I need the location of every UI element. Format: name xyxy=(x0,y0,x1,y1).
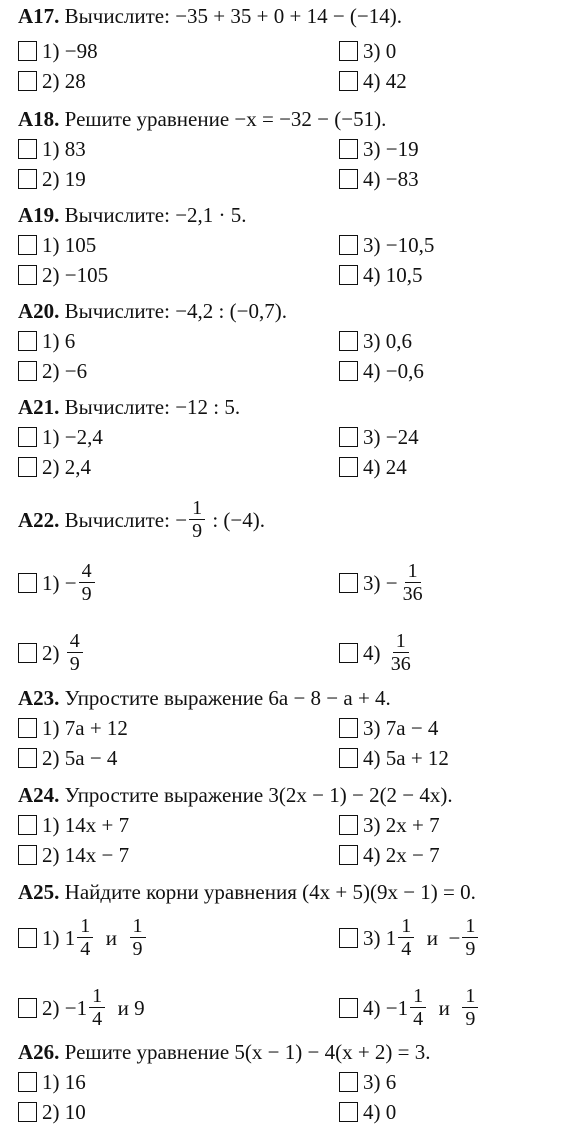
question-number: А18. xyxy=(18,107,60,131)
answer-option[interactable] xyxy=(339,455,407,479)
answer-option[interactable] xyxy=(339,359,424,383)
fraction-denominator: 9 xyxy=(192,520,203,542)
fraction-numerator: 1 xyxy=(130,915,146,938)
question-expression: 3(2x − 1) − 2(2 − 4x). xyxy=(268,783,453,807)
question-text: Вычислите: xyxy=(64,299,170,323)
question-text: Решите уравнение xyxy=(64,1040,230,1064)
fraction-numerator: 1 xyxy=(393,630,409,653)
question-a19-title xyxy=(18,203,247,227)
question-number: А19. xyxy=(18,203,60,227)
fraction-denominator: 4 xyxy=(401,938,412,960)
answer-sign: − xyxy=(64,570,77,595)
answer-label: 1) 16 xyxy=(42,1070,86,1094)
question-number: А24. xyxy=(18,783,60,807)
fraction-numerator: 1 xyxy=(410,985,426,1008)
answer-label: 4) −83 xyxy=(363,167,419,191)
answer-option[interactable] xyxy=(339,1100,396,1124)
fraction xyxy=(462,915,478,960)
answer-option[interactable] xyxy=(339,425,419,449)
answer-label: 3) 0,6 xyxy=(363,329,412,353)
expression-sign: − xyxy=(175,507,188,532)
question-number: А17. xyxy=(18,4,60,28)
answer-label: 2) 2,4 xyxy=(42,455,91,479)
fraction-denominator: 36 xyxy=(390,653,411,675)
fraction-denominator: 4 xyxy=(413,1008,424,1030)
mixed-whole: 1 xyxy=(385,925,397,950)
answer-label: 3) −19 xyxy=(363,137,419,161)
question-number: А25. xyxy=(18,880,60,904)
answer-label: 4) 5a + 12 xyxy=(363,746,449,770)
fraction-numerator: 1 xyxy=(89,985,105,1008)
conjunction: и xyxy=(117,995,129,1020)
fraction xyxy=(462,985,478,1030)
answer-label: 4) 0 xyxy=(363,1100,397,1124)
answer-checkbox[interactable] xyxy=(18,361,37,381)
answer-option[interactable] xyxy=(18,985,145,1030)
answer-checkbox[interactable] xyxy=(339,748,358,768)
question-a18-title xyxy=(18,107,386,131)
answer-checkbox[interactable] xyxy=(339,718,358,738)
question-expression: 6a − 8 − a + 4. xyxy=(268,686,391,710)
answer-option[interactable] xyxy=(18,329,75,353)
answer-option[interactable] xyxy=(339,137,419,161)
answer-checkbox[interactable] xyxy=(339,41,358,61)
question-text: Вычислите: xyxy=(64,507,170,532)
answer-label: 4) xyxy=(363,995,381,1020)
answer-option[interactable] xyxy=(18,137,86,161)
conjunction: и xyxy=(105,925,117,950)
mixed-whole: −1 xyxy=(64,995,88,1020)
question-number: А21. xyxy=(18,395,60,419)
answer-option[interactable] xyxy=(18,560,97,605)
answer-option[interactable] xyxy=(18,455,91,479)
answer-checkbox[interactable] xyxy=(339,1102,358,1122)
conjunction: и xyxy=(438,995,450,1020)
question-text: Вычислите: xyxy=(64,203,170,227)
question-text: Вычислите: xyxy=(64,4,170,28)
question-number: А22. xyxy=(18,507,60,532)
question-number: А23. xyxy=(18,686,60,710)
answer-label: 4) −0,6 xyxy=(363,359,424,383)
question-text: Упростите выражение xyxy=(64,686,264,710)
answer-label: 1) xyxy=(42,925,60,950)
question-text: Вычислите: xyxy=(64,395,170,419)
answer-checkbox[interactable] xyxy=(18,573,37,593)
fraction xyxy=(388,630,414,675)
fraction-denominator: 9 xyxy=(132,938,143,960)
answer-checkbox[interactable] xyxy=(18,265,37,285)
question-number: А20. xyxy=(18,299,60,323)
fraction xyxy=(77,915,93,960)
answer-label: 4) 24 xyxy=(363,455,407,479)
answer-option[interactable] xyxy=(18,359,87,383)
answer-sign: − xyxy=(448,925,461,950)
question-a24-title xyxy=(18,783,453,807)
answer-label: 2) xyxy=(42,995,60,1020)
fraction-denominator: 36 xyxy=(402,583,423,605)
fraction-numerator: 1 xyxy=(405,560,421,583)
answer-label: 2) 19 xyxy=(42,167,86,191)
answer-label: 2) 5a − 4 xyxy=(42,746,118,770)
answer-option[interactable] xyxy=(18,425,103,449)
answer-option[interactable] xyxy=(18,813,129,837)
answer-label: 2) 10 xyxy=(42,1100,86,1124)
fraction-denominator: 4 xyxy=(80,938,91,960)
question-text: Решите уравнение xyxy=(64,107,230,131)
answer-option[interactable] xyxy=(18,746,117,770)
answer-checkbox[interactable] xyxy=(18,643,37,663)
fraction xyxy=(79,560,95,605)
question-expression: −12 : 5. xyxy=(175,395,241,419)
answer-option[interactable] xyxy=(339,843,440,867)
question-expression: −35 + 35 + 0 + 14 − (−14). xyxy=(175,4,403,28)
answer-option[interactable] xyxy=(18,233,96,257)
fraction xyxy=(189,497,205,542)
answer-label: 1) 6 xyxy=(42,329,76,353)
fraction xyxy=(89,985,105,1030)
answer-checkbox[interactable] xyxy=(18,331,37,351)
fraction xyxy=(400,560,426,605)
answer-label: 3) xyxy=(363,570,381,595)
answer-sign: − xyxy=(385,570,398,595)
question-a21-title xyxy=(18,395,240,419)
answer-checkbox[interactable] xyxy=(339,457,358,477)
question-a17-title xyxy=(18,4,402,28)
answer-option[interactable] xyxy=(339,329,412,353)
answer-checkbox[interactable] xyxy=(18,1102,37,1122)
fraction-denominator: 9 xyxy=(69,653,80,675)
answer-label: 1) −2,4 xyxy=(42,425,103,449)
answer-option[interactable] xyxy=(339,746,449,770)
question-a22-title xyxy=(18,497,265,542)
answer-label: 4) 42 xyxy=(363,69,407,93)
answer-option[interactable] xyxy=(18,1100,86,1124)
answer-checkbox[interactable] xyxy=(339,815,358,835)
answer-checkbox[interactable] xyxy=(18,41,37,61)
answer-checkbox[interactable] xyxy=(18,815,37,835)
fraction-denominator: 9 xyxy=(465,1008,476,1030)
answer-label: 3) −10,5 xyxy=(363,233,435,257)
answer-checkbox[interactable] xyxy=(339,139,358,159)
fraction xyxy=(398,915,414,960)
answer-option[interactable] xyxy=(339,915,480,960)
answer-option[interactable] xyxy=(18,263,108,287)
answer-checkbox[interactable] xyxy=(18,718,37,738)
answer-checkbox[interactable] xyxy=(339,265,358,285)
question-expression: −4,2 : (−0,7). xyxy=(175,299,287,323)
answer-checkbox[interactable] xyxy=(18,235,37,255)
answer-checkbox[interactable] xyxy=(339,845,358,865)
answer-option[interactable] xyxy=(18,915,148,960)
question-expression: : (−4). xyxy=(212,507,265,532)
answer-checkbox[interactable] xyxy=(339,331,358,351)
answer-option[interactable] xyxy=(18,69,86,93)
answer-checkbox[interactable] xyxy=(18,998,37,1018)
fraction xyxy=(67,630,83,675)
question-text: Найдите корни уравнения xyxy=(64,880,297,904)
answer-checkbox[interactable] xyxy=(339,427,358,447)
answer-checkbox[interactable] xyxy=(339,1072,358,1092)
fraction xyxy=(130,915,146,960)
answer-checkbox[interactable] xyxy=(18,457,37,477)
fraction-numerator: 1 xyxy=(398,915,414,938)
question-number: А26. xyxy=(18,1040,60,1064)
answer-label: 4) 10,5 xyxy=(363,263,423,287)
answer-label: 3) 0 xyxy=(363,39,397,63)
fraction-numerator: 1 xyxy=(462,915,478,938)
answer-option[interactable] xyxy=(18,39,98,63)
question-expression: 5(x − 1) − 4(x + 2) = 3. xyxy=(234,1040,431,1064)
answer-option[interactable] xyxy=(339,167,419,191)
answer-label: 2) −105 xyxy=(42,263,109,287)
answer-checkbox[interactable] xyxy=(339,169,358,189)
fraction-numerator: 1 xyxy=(462,985,478,1008)
answer-option[interactable] xyxy=(339,985,480,1030)
mixed-whole: 1 xyxy=(64,925,76,950)
question-a20-title xyxy=(18,299,287,323)
answer-label: 4) 2x − 7 xyxy=(363,843,440,867)
answer-checkbox[interactable] xyxy=(18,169,37,189)
conjunction: и xyxy=(426,925,438,950)
answer-label: 1) −98 xyxy=(42,39,98,63)
answer-option[interactable] xyxy=(18,167,86,191)
fraction-denominator: 9 xyxy=(81,583,92,605)
question-text: Упростите выражение xyxy=(64,783,264,807)
answer-label: 1) xyxy=(42,570,60,595)
question-expression: −2,1 · 5. xyxy=(175,203,247,227)
answer-option[interactable] xyxy=(339,233,434,257)
answer-checkbox[interactable] xyxy=(18,928,37,948)
answer-option[interactable] xyxy=(18,716,128,740)
mixed-whole: −1 xyxy=(385,995,409,1020)
fraction-numerator: 1 xyxy=(77,915,93,938)
answer-label: 3) −24 xyxy=(363,425,419,449)
answer-value: 9 xyxy=(134,995,145,1020)
answer-checkbox[interactable] xyxy=(339,235,358,255)
fraction xyxy=(410,985,426,1030)
answer-label: 3) 6 xyxy=(363,1070,397,1094)
answer-checkbox[interactable] xyxy=(339,998,358,1018)
question-a25-title xyxy=(18,880,476,904)
fraction-numerator: 4 xyxy=(67,630,83,653)
answer-option[interactable] xyxy=(18,1070,86,1094)
question-expression: −x = −32 − (−51). xyxy=(234,107,387,131)
answer-checkbox[interactable] xyxy=(18,845,37,865)
question-expression: (4x + 5)(9x − 1) = 0. xyxy=(302,880,476,904)
question-a23-title xyxy=(18,686,391,710)
answer-option[interactable] xyxy=(18,630,85,675)
answer-option[interactable] xyxy=(18,843,129,867)
answer-option[interactable] xyxy=(339,69,407,93)
answer-checkbox[interactable] xyxy=(339,573,358,593)
answer-label: 1) 14x + 7 xyxy=(42,813,130,837)
answer-checkbox[interactable] xyxy=(18,139,37,159)
answer-option[interactable] xyxy=(339,813,440,837)
answer-label: 2) 28 xyxy=(42,69,86,93)
answer-label: 1) 7a + 12 xyxy=(42,716,128,740)
answer-checkbox[interactable] xyxy=(18,427,37,447)
fraction-denominator: 9 xyxy=(465,938,476,960)
answer-checkbox[interactable] xyxy=(18,1072,37,1092)
answer-label: 4) xyxy=(363,640,381,665)
answer-option[interactable] xyxy=(339,39,396,63)
answer-checkbox[interactable] xyxy=(339,928,358,948)
fraction-numerator: 4 xyxy=(79,560,95,583)
answer-label: 1) 83 xyxy=(42,137,86,161)
answer-checkbox[interactable] xyxy=(339,71,358,91)
question-a26-title xyxy=(18,1040,431,1064)
answer-label: 2) xyxy=(42,640,60,665)
fraction-numerator: 1 xyxy=(189,497,205,520)
answer-label: 3) 7a − 4 xyxy=(363,716,439,740)
answer-option[interactable] xyxy=(339,630,416,675)
answer-label: 2) 14x − 7 xyxy=(42,843,130,867)
answer-option[interactable] xyxy=(339,1070,396,1094)
answer-checkbox[interactable] xyxy=(339,643,358,663)
answer-checkbox[interactable] xyxy=(18,71,37,91)
answer-option[interactable] xyxy=(339,560,428,605)
fraction-denominator: 4 xyxy=(92,1008,103,1030)
answer-label: 1) 105 xyxy=(42,233,97,257)
answer-label: 3) xyxy=(363,925,381,950)
answer-option[interactable] xyxy=(339,263,423,287)
answer-checkbox[interactable] xyxy=(339,361,358,381)
answer-label: 2) −6 xyxy=(42,359,88,383)
answer-checkbox[interactable] xyxy=(18,748,37,768)
answer-option[interactable] xyxy=(339,716,438,740)
answer-label: 3) 2x + 7 xyxy=(363,813,440,837)
